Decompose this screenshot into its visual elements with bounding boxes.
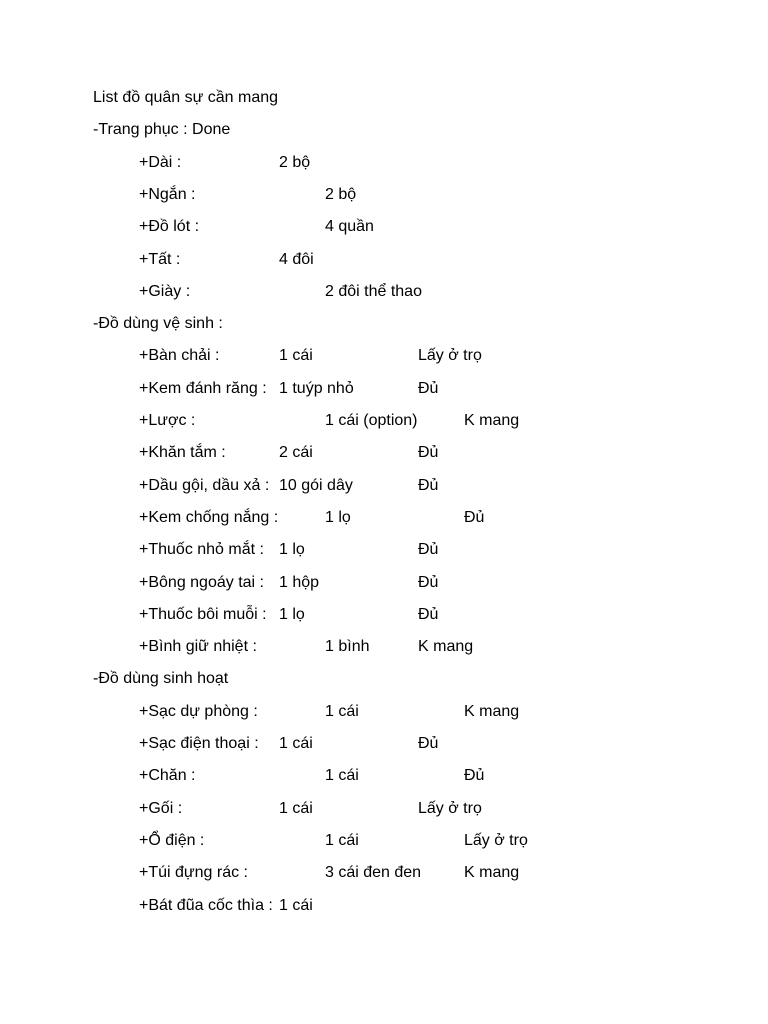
item-status: K mang	[464, 702, 520, 720]
item-quantity: 2 đôi thể thao	[325, 282, 422, 300]
section-heading: -Đồ dùng sinh hoạt	[93, 670, 229, 688]
item-quantity: 10 gói dây	[279, 476, 353, 494]
document-title: List đồ quân sự cần mang	[93, 89, 279, 106]
item-quantity: 4 quần	[325, 218, 374, 236]
item-status: Đủ	[418, 476, 439, 494]
item-quantity: 2 cái	[279, 444, 313, 462]
item-status: Lấy ở trọ	[418, 347, 482, 365]
item-name: +Bông ngoáy tai :	[139, 573, 264, 591]
item-name: +Thuốc bôi muỗi :	[139, 605, 267, 623]
item-status: Đủ	[464, 767, 485, 785]
item-name: +Túi đựng rác :	[139, 864, 248, 882]
item-name: +Dài :	[139, 153, 182, 171]
item-status: Đủ	[418, 735, 439, 752]
item-quantity: 1 cái	[325, 831, 359, 849]
item-name: +Sạc điện thoại :	[139, 735, 259, 752]
item-name: +Ổ điện :	[139, 831, 205, 849]
item-name: +Bát đũa cốc thìa :	[139, 896, 273, 914]
section-heading: -Trang phục : Done	[93, 121, 231, 139]
item-status: K mang	[464, 412, 520, 429]
item-status: Đủ	[418, 444, 439, 462]
item-quantity: 4 đôi	[279, 250, 314, 268]
item-name: +Bình giữ nhiệt :	[139, 638, 257, 656]
item-quantity: 1 cái	[279, 735, 313, 752]
item-status: Đủ	[418, 541, 439, 559]
item-status: Đủ	[464, 508, 485, 526]
item-name: +Chăn :	[139, 767, 196, 785]
item-quantity: 1 tuýp nhỏ	[279, 379, 354, 397]
item-name: +Tất :	[139, 250, 181, 268]
item-name: +Bàn chải :	[139, 347, 220, 365]
item-status: Đủ	[418, 573, 439, 591]
item-quantity: 1 cái	[279, 896, 313, 914]
item-quantity: 1 cái (option)	[325, 412, 418, 429]
item-name: +Sạc dự phòng :	[139, 702, 258, 720]
item-quantity: 1 cái	[279, 799, 313, 817]
item-name: +Thuốc nhỏ mắt :	[139, 541, 264, 559]
item-name: +Kem chống nắng :	[139, 508, 279, 526]
item-quantity: 2 bộ	[279, 153, 311, 171]
item-status: K mang	[464, 864, 520, 882]
section-heading: -Đồ dùng vệ sinh :	[93, 315, 223, 333]
item-name: +Đồ lót :	[139, 218, 200, 236]
item-quantity: 3 cái đen đen	[325, 864, 422, 882]
item-name: +Khăn tắm :	[139, 444, 226, 462]
item-status: Đủ	[418, 605, 439, 623]
item-name: +Kem đánh răng :	[139, 379, 267, 397]
item-quantity: 1 cái	[325, 767, 359, 785]
item-quantity: 1 hộp	[279, 573, 320, 591]
item-name: +Ngắn :	[139, 185, 196, 203]
item-quantity: 1 lọ	[279, 541, 305, 559]
item-quantity: 1 cái	[279, 347, 313, 365]
item-name: +Lược :	[139, 412, 196, 429]
item-status: K mang	[418, 638, 474, 656]
item-name: +Dầu gội, dầu xả :	[139, 476, 270, 494]
item-quantity: 1 cái	[325, 702, 359, 720]
item-quantity: 2 bộ	[325, 185, 357, 203]
item-name: +Giày :	[139, 282, 191, 300]
item-name: +Gối :	[139, 799, 183, 817]
item-quantity: 1 lọ	[279, 605, 305, 623]
item-status: Lấy ở trọ	[418, 799, 482, 817]
item-status: Lấy ở trọ	[464, 831, 528, 849]
item-status: Đủ	[418, 379, 439, 397]
item-quantity: 1 bình	[325, 638, 370, 656]
item-quantity: 1 lọ	[325, 508, 351, 526]
